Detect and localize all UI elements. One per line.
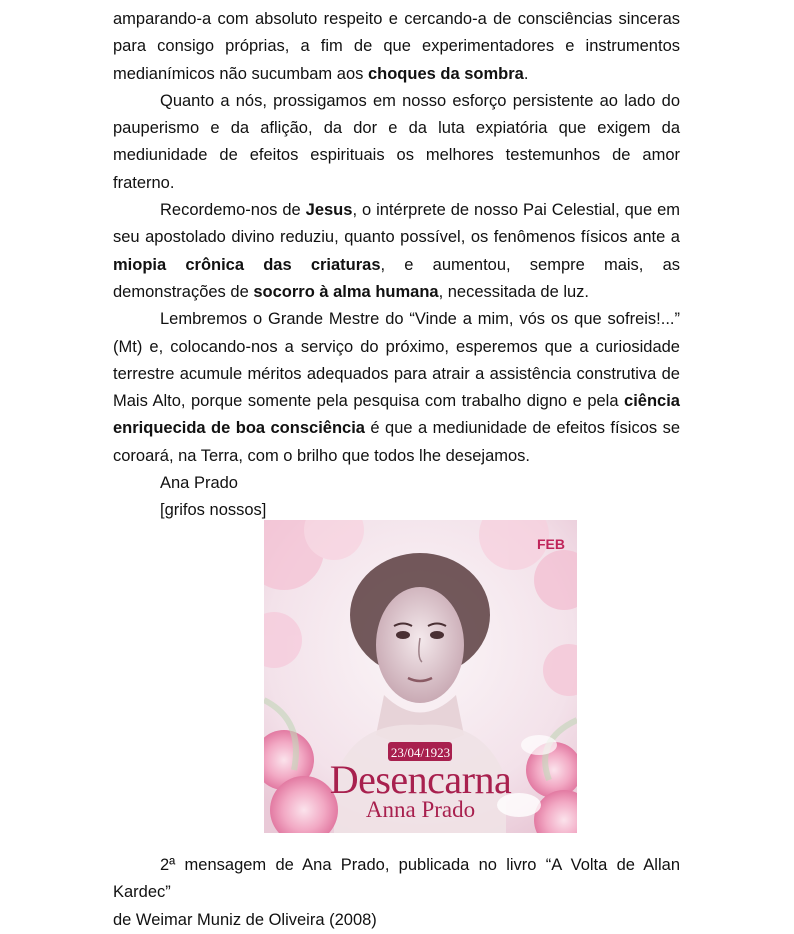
bold-span: Jesus <box>305 201 353 220</box>
headline: Desencarna <box>329 757 512 802</box>
bold-span: miopia crônica das criaturas <box>113 255 381 274</box>
text-span: Quanto a nós, prossigamos em nosso esforço persistente ao lado do pauperismo e da aflição, da dor e da luta expiatória que exigem da mediunidade de efeitos espirituais os melhores testemunhos de amor fraterno. <box>113 91 680 192</box>
bold-span: socorro à alma humana <box>253 282 439 301</box>
feb-logo: FEB <box>537 536 565 552</box>
text-span: é que a mediunidade de efeitos físicos se coroará, na Terra, com o brilho que todos lhe desejamos. <box>113 419 681 465</box>
text-span: , e aumentou, sempre mais, as demonstrações de <box>113 255 680 301</box>
text-span: amparando-a com absoluto respeito e cercando-a de consciências sinceras para consigo próprias, a fim de que experimentadores e instrumentos medianímicos não sucumbam aos <box>113 10 680 83</box>
paragraph-2 <box>113 88 680 197</box>
signature: Ana Prado <box>160 474 238 493</box>
date-label: 23/04/1923 <box>390 745 451 760</box>
text-span: , necessitada de luz. <box>438 282 590 301</box>
paragraph-1 <box>113 6 680 88</box>
paragraph-4 <box>113 306 680 470</box>
person-name: Anna Prado <box>365 797 476 822</box>
caption-line-2: de Weimar Muniz de Oliveira (2008) <box>113 910 377 929</box>
text-span: Lembremos o Grande Mestre do “Vinde a mim, vós os que sofreis!...” (Mt) e, colocando-nos a serviço do próximo, esperemos que a curiosidade terrestre acumule méritos adequados para atrair a assistência construtiva de Mais Alto, porque somente pela pesquisa com trabalho digno e pela <box>113 310 680 411</box>
figure-caption <box>113 852 680 934</box>
text-span: Recordemo-nos de <box>160 201 306 220</box>
body-text <box>113 6 680 525</box>
editor-note: [grifos nossos] <box>160 501 267 520</box>
caption-line-1: 2ª mensagem de Ana Prado, publicada no livro “A Volta de Allan Kardec” <box>113 856 680 902</box>
paragraph-3 <box>113 197 680 306</box>
bold-span: ciência enriquecida de boa consciência <box>113 392 680 438</box>
memorial-image <box>264 520 577 833</box>
text-span: , o intérprete de nosso Pai Celestial, que em seu apostolado divino reduziu, quanto possível, os fenômenos físicos ante a <box>113 201 680 247</box>
text-span: . <box>523 64 529 83</box>
bold-span: choques da sombra <box>367 64 524 83</box>
